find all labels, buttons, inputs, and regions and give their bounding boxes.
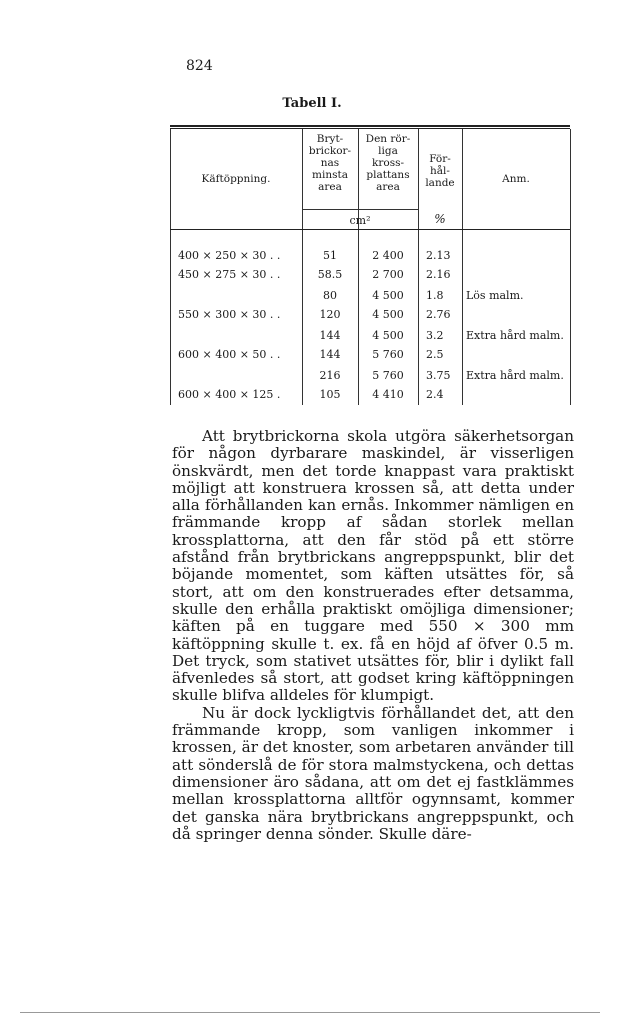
- table-title: Tabell I.: [282, 96, 342, 111]
- cell-kaftoppning: 550 × 300 × 30 . .: [178, 308, 281, 321]
- paragraph: Att brytbrickorna skola utgöra säkerhetsorgan för någon dyrbarare maskindel, är visserligen önskvärdt, men det torde knappast vara praktiskt möjligt att konstruera krossen så, att detta under alla förhållanden kan ernås. Inkommer nämligen en främmande kropp af sådan storlek mellan krossplattorna, att den får stöd på ett större afstånd från brytbrickans angreppspunkt, blir det böjande momentet, som käften utsättes för, så stort, att om den konstruerades efter detsamma, skulle den erhålla praktiskt omöjliga dimensioner; käften på en tuggare med 550 × 300 mm käftöppning skulle t. ex. få en höjd af öfver 0.5 m. Det tryck, som stativet utsättes för, blir i dylikt fall äfvenledes så stort, att godset kring käftöppningen skulle blifva alldeles för klumpigt.: [172, 427, 574, 705]
- cell-forhallande: 2.76: [426, 308, 451, 321]
- unit-area: cm²: [349, 214, 371, 227]
- header-line: Den rör-: [365, 133, 411, 145]
- header-rorliga: [358, 133, 418, 193]
- cell-kaftoppning: 600 × 400 × 50 . .: [178, 348, 281, 361]
- cell-bryt: 80: [323, 289, 337, 302]
- cell-anm: Extra hård malm.: [466, 329, 564, 342]
- cell-forhallande: 2.13: [426, 249, 451, 262]
- header-kaftoppning: Käftöppning.: [201, 173, 271, 185]
- header-line: minsta: [312, 169, 348, 181]
- header-line: brickor-: [308, 145, 352, 157]
- header-line: area: [318, 181, 342, 193]
- page-number: 824: [186, 58, 213, 74]
- header-forhallande: [418, 153, 462, 189]
- cell-bryt: 216: [319, 369, 341, 382]
- header-line: plattans: [366, 169, 410, 181]
- unit-row-rule: [302, 209, 418, 210]
- cell-forhallande: 2.4: [426, 388, 444, 401]
- cell-bryt: 58.5: [317, 268, 343, 281]
- header-line: hål-: [430, 165, 450, 177]
- paragraph: Nu är dock lyckligtvis förhållandet det, att den främmande kropp, som vanligen inkommer i krossen, är det knoster, som arbetaren använder till att sönderslå de för stora malmstyckena, och dettas dimensioner äro sådana, att om det ej fastklämmes mellan krossplattorna alltför ogynnsamt, kommer det ganska nära brytbrickans angreppspunkt, och då springer denna sönder. Skulle däre-: [172, 703, 574, 843]
- cell-bryt: 144: [319, 329, 341, 342]
- header-anm: Anm.: [502, 173, 530, 185]
- cell-kaftoppning: 450 × 275 × 30 . .: [178, 268, 281, 281]
- header-line: För-: [429, 153, 451, 165]
- cell-rorliga: 5 760: [372, 348, 404, 361]
- header-brytbrickor: [302, 133, 358, 193]
- cell-bryt: 120: [319, 308, 341, 321]
- table-top-rule-thin: [170, 128, 570, 129]
- header-line: area: [376, 181, 400, 193]
- cell-kaftoppning: 400 × 250 × 30 . .: [178, 249, 281, 262]
- cell-rorliga: 4 410: [372, 388, 404, 401]
- header-line: lande: [425, 177, 455, 189]
- cell-rorliga: 2 700: [372, 268, 404, 281]
- col-divider: [170, 129, 171, 405]
- cell-forhallande: 1.8: [426, 289, 444, 302]
- cell-bryt: 51: [323, 249, 337, 262]
- cell-rorliga: 2 400: [372, 249, 404, 262]
- cell-anm: Extra hård malm.: [466, 369, 564, 382]
- cell-rorliga: 4 500: [372, 289, 404, 302]
- header-line: liga: [378, 145, 398, 157]
- cell-rorliga: 4 500: [372, 308, 404, 321]
- header-line: kross-: [371, 157, 405, 169]
- body-text: [172, 428, 574, 843]
- header-line: Bryt-: [316, 133, 344, 145]
- cell-bryt: 144: [319, 348, 341, 361]
- page-bottom-rule: [20, 1012, 600, 1013]
- cell-forhallande: 3.75: [426, 369, 451, 382]
- cell-rorliga: 4 500: [372, 329, 404, 342]
- cell-bryt: 105: [319, 388, 341, 401]
- cell-forhallande: 2.16: [426, 268, 451, 281]
- cell-forhallande: 2.5: [426, 348, 444, 361]
- cell-anm: Lös malm.: [466, 289, 524, 302]
- header-line: nas: [320, 157, 340, 169]
- col-divider: [462, 129, 463, 405]
- cell-forhallande: 3.2: [426, 329, 444, 342]
- cell-rorliga: 5 760: [372, 369, 404, 382]
- cell-kaftoppning: 600 × 400 × 125 .: [178, 388, 281, 401]
- col-divider: [570, 129, 571, 405]
- header-separator: [170, 229, 570, 230]
- unit-ratio: %: [434, 212, 446, 226]
- table-top-rule: [170, 125, 570, 127]
